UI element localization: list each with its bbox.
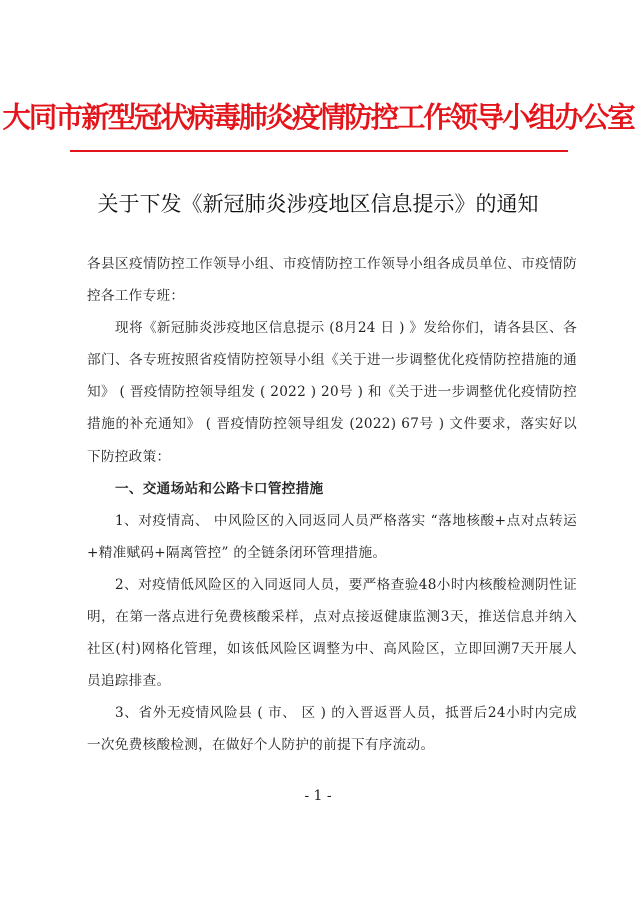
item-3-paragraph: 3、省外无疫情风险县 ( 市、 区 ) 的入晋返晋人员，抵晋后24小时内完成一次免费核酸检测，在做好个人防护的前提下有序流动。 xyxy=(87,705,577,754)
notice-title: 关于下发《新冠肺炎涉疫地区信息提示》的通知 xyxy=(97,192,539,216)
addressee-paragraph: 各县区疫情防控工作领导小组、市疫情防控工作领导小组各成员单位、市疫情防控各工作专班： xyxy=(87,256,577,305)
item-2-paragraph: 2、对疫情低风险区的入同返同人员，要严格查验48小时内核酸检测阴性证明，在第一落点进行免费核酸采样，点对点接返健康监测3天，推送信息并纳入社区(村)网格化管理，如该低风险区调整为中、高风险区，立即回溯7天开展人员追踪排查。 xyxy=(87,576,577,690)
section-1-heading: 一、交通场站和公路卡口管控措施 xyxy=(115,480,324,497)
intro-paragraph: 现将《新冠肺炎涉疫地区信息提示 (8月24 日 ) 》发给你们，请各县区、各部门、各专班按照省疫情防控领导小组《关于进一步调整优化疫情防控措施的通知》 ( 晋疫情防控领导组发 ( 2022 ) 20号 ) 和《关于进一步调整优化疫情防控措施的补充通知》 ( 晋疫情防控领导组发 (2022) 67号 ) 文件要求，落实好以下防控政策： xyxy=(87,320,577,465)
issuing-organization-header: 大同市新型冠状病毒肺炎疫情防控工作领导小组办公室 xyxy=(2,101,634,134)
item-1-paragraph: 1、对疫情高、 中风险区的入同返同人员严格落实 “落地核酸+点对点转运+精准赋码+隔离管控” 的全链条闭环管理措施。 xyxy=(87,512,577,561)
red-divider-line xyxy=(70,150,568,152)
page-number: - 1 - xyxy=(304,788,332,804)
notice-body xyxy=(87,248,577,762)
